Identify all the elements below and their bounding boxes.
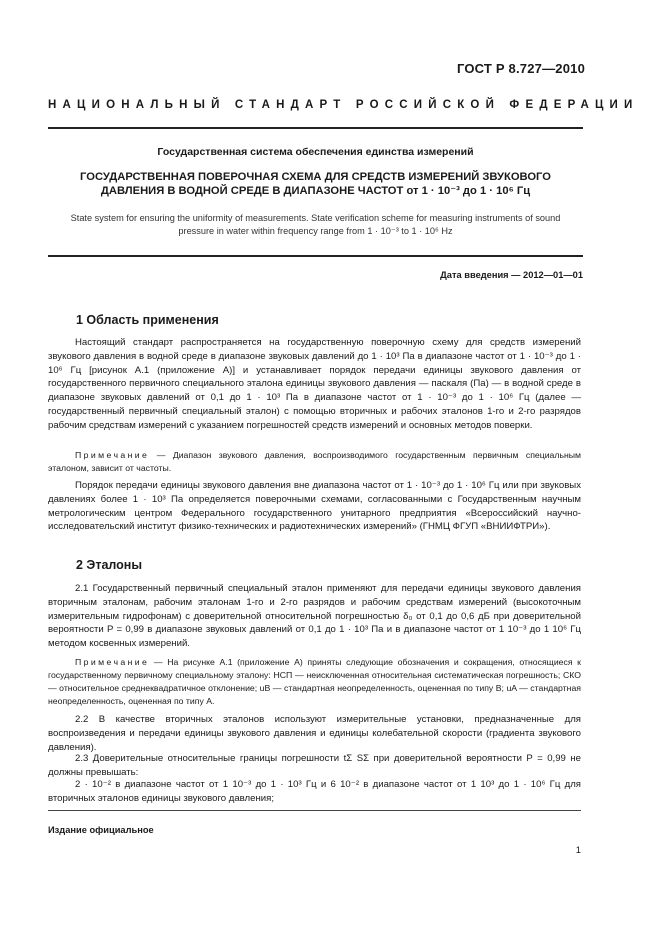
section-heading-scope: 1 Область применения (76, 313, 219, 327)
document-title: ГОСУДАРСТВЕННАЯ ПОВЕРОЧНАЯ СХЕМА ДЛЯ СРЕДСТВ ИЗМЕРЕНИЙ ЗВУКОВОГО ДАВЛЕНИЯ В ВОДНОЙ СРЕДЕ В ДИАПАЗОНЕ ЧАСТОТ от 1 · 10⁻³ до 1 · 10⁶ Гц (80, 171, 551, 197)
note-label: Примечание (75, 657, 150, 667)
standards-paragraph-2-2: 2.2 В качестве вторичных эталонов используют измерительные установки, предназначенные для воспроизведения и передачи единицы звукового давления и единицы колебательной скорости (градиента звукового давления). (48, 714, 581, 753)
note-label: Примечание (75, 450, 150, 460)
scope-paragraph-1: Настоящий стандарт распространяется на государственную поверочную схему для средств измерений звукового давления в водной среде в диапазоне звуковых давлений до 1 · 10³ Па в диапазоне частот от 1 · 10⁻³ до 1 · 10⁶ Гц [рисунок А.1 (приложение А)] и устанавливает порядок передачи единицы звукового давления от государственного первичного специального эталона единицы звукового давления — паскаля (Па) — в водной среде в диапазоне звуковых давлений от 0,1 до 1 · 10³ Па в диапазоне частот от 1 · 10⁻³ до 1 · 10⁶ Гц (далее — государственный первичный специальный эталон) с помощью вторичных и рабочих эталонов 1-го и 2-го разрядов рабочим средствам измерений с указанием погрешностей средств измерений и основных методов поверки. (48, 337, 581, 431)
standards-paragraph-2-1: 2.1 Государственный первичный специальный эталон применяют для передачи единицы звукового давления вторичным эталонам, рабочим эталонам 1-го и 2-го разрядов и рабочим средствам измерений (высокоточным измерительным гидрофонам) с доверительной относительной погрешностью δ₀ от 0,1 до 0,6 дБ при доверительной вероятности P = 0,99 в диапазоне звуковых давлений от 0,1 до 1 · 10³ Па и в диапазоне частот от 1 10⁻³ до 1 10⁶ Гц методом косвенных измерений. (48, 583, 581, 650)
standards-paragraph-2-3: 2.3 Доверительные относительные границы погрешности tΣ SΣ при доверительной вероятности P = 0,99 не должны превышать: (48, 753, 581, 778)
page-number: 1 (575, 845, 581, 856)
gost-number: ГОСТ Р 8.727—2010 (456, 61, 585, 76)
footer-divider (48, 810, 581, 811)
section-heading-standards: 2 Эталоны (76, 558, 143, 572)
introduction-date: Дата введения — 2012—01—01 (440, 270, 583, 280)
note-text: — На рисунке А.1 (приложение А) приняты следующие обозначения и сокращения, относящиеся к государственному первичному специальному эталону: НСП — неисключенная относительная систематическая погрешность; СКО — относительное среднеквадратичное отклонение; uB — стандартная неопределенность, оцененная по типу В; uA — стандартная неопределенность, оцененная по типу А. (48, 657, 581, 706)
document-title-english: State system for ensuring the uniformity of measurements. State verification scheme for measuring instruments of sound pressure in water within frequency range from 1 · 10⁻³ to 1 · 10⁶ Hz (70, 213, 561, 236)
official-edition-label: Издание официальное (48, 825, 154, 835)
top-divider (48, 127, 583, 129)
scope-paragraph-2: Порядок передачи единицы звукового давления вне диапазона частот от 1 · 10⁻³ до 1 · 10⁶ Гц или при звуковых давлениях более 1 · 10³ Па определяется поверочными схемами, согласованными с Государственным научным метрологическим центром Федерального государственного унитарного предприятия «Всероссийский научно-исследовательский институт физико-технических и радиотехнических измерений» (ГНМЦ ФГУП «ВНИИФТРИ»). (48, 480, 581, 533)
system-name: Государственная система обеспечения единства измерений (157, 146, 474, 158)
standards-note (48, 656, 581, 708)
national-standard-banner: НАЦИОНАЛЬНЫЙ СТАНДАРТ РОССИЙСКОЙ ФЕДЕРАЦИИ (48, 99, 639, 111)
scope-note (48, 449, 581, 475)
title-divider (48, 255, 583, 257)
note-text: — Диапазон звукового давления, воспроизводимого государственным первичным специальным эталоном, зависит от частоты. (48, 450, 581, 473)
standards-paragraph-limits: 2 · 10⁻² в диапазоне частот от 1 10⁻³ до 1 · 10³ Гц и 6 10⁻² в диапазоне частот от 1 10³ до 1 · 10⁶ Гц для вторичных эталонов единицы звукового давления; (48, 779, 581, 804)
